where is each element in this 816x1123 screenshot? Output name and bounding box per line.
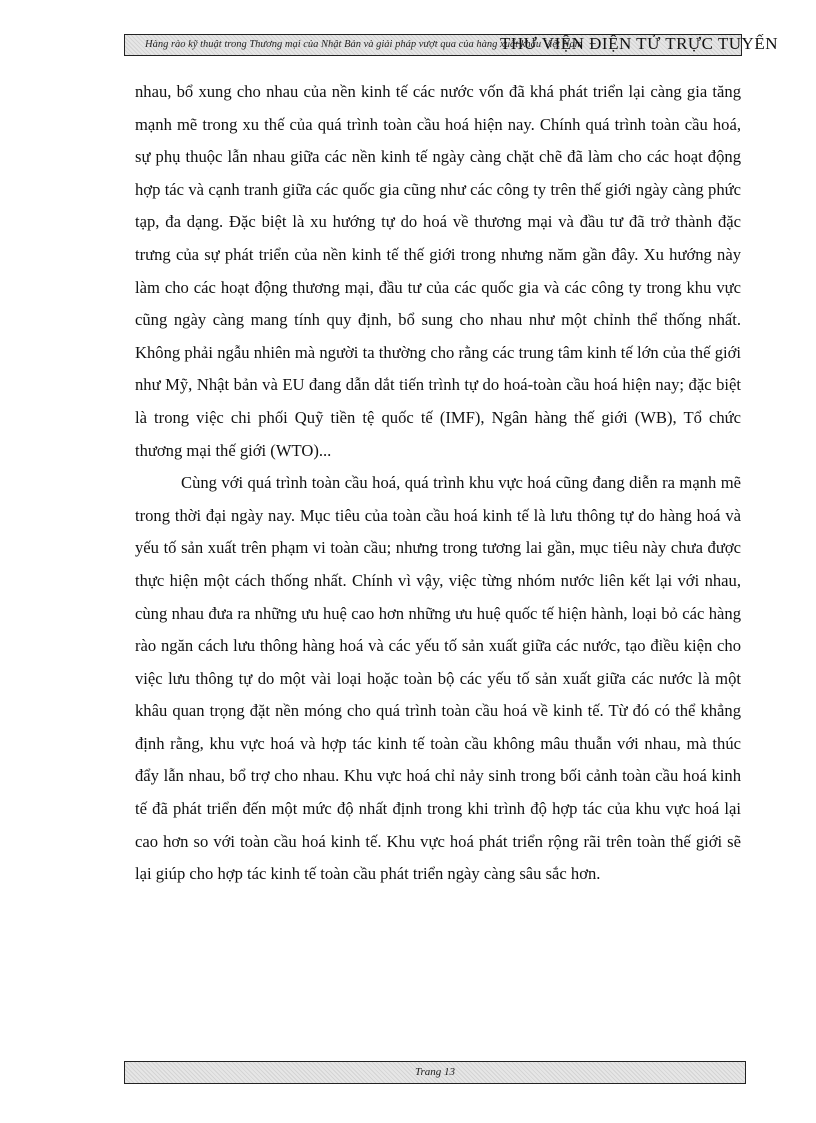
paragraph-1: nhau, bổ xung cho nhau của nền kinh tế các nước vốn đã khá phát triển lại càng gia tăng mạnh mẽ trong xu thế của quá trình toàn cầu hoá hiện nay. Chính quá trình toàn cầu hoá, sự phụ thuộc lẫn nhau giữa các nền kinh tế ngày càng chặt chẽ đã làm cho các hoạt động hợp tác và cạnh tranh giữa các quốc gia cũng như các công ty trên thế giới ngày càng phức tạp, đa dạng. Đặc biệt là xu hướng tự do hoá về thương mại và đầu tư đã trở thành đặc trưng của sự phát triển của nền kinh tế thế giới trong nhưng năm gần đây. Xu hướng này làm cho các hoạt động thương mại, đầu tư của các quốc gia và các công ty trong khu vực cũng ngày càng mang tính quy định, bổ sung cho nhau như một chỉnh thể thống nhất. Không phải ngẫu nhiên mà người ta thường cho rằng các trung tâm kinh tế lớn của thế giới như Mỹ, Nhật bản và EU đang dẫn dắt tiến trình tự do hoá-toàn cầu hoá hiện nay; đặc biệt là trong việc chi phối Quỹ tiền tệ quốc tế (IMF), Ngân hàng thế giới (WB), Tổ chức thương mại thế giới (WTO)... — [135, 82, 741, 460]
paragraph-2: Cùng với quá trình toàn cầu hoá, quá trình khu vực hoá cũng đang diễn ra mạnh mẽ trong thời đại ngày nay. Mục tiêu của toàn cầu hoá kinh tế là lưu thông tự do hàng hoá và yếu tố sản xuất trên phạm vi toàn cầu; nhưng trong tương lai gần, mục tiêu này chưa được thực hiện một cách thống nhất. Chính vì vậy, việc từng nhóm nước liên kết lại với nhau, cùng nhau đưa ra những ưu huệ cao hơn những ưu huệ quốc tế hiện hành, loại bỏ các hàng rào ngăn cách lưu thông hàng hoá và các yếu tố sản xuất giữa các nước, tạo điều kiện cho việc lưu thông tự do một vài loại hoặc toàn bộ các yếu tố sản xuất giữa các nước là một khâu quan trọng đặt nền móng cho quá trình toàn cầu hoá về kinh tế. Từ đó có thể khẳng định rằng, khu vực hoá và hợp tác kinh tế toàn cầu không mâu thuẫn với nhau, mà thúc đẩy lẫn nhau, bổ trợ cho nhau. Khu vực hoá chỉ nảy sinh trong bối cảnh toàn cầu hoá kinh tế đã phát triển đến một mức độ nhất định trong khi trình độ hợp tác của khu vực hoá lại cao hơn so với toàn cầu hoá kinh tế. Khu vực hoá phát triển rộng rãi trên toàn thế giới sẽ lại giúp cho hợp tác kinh tế toàn cầu phát triển ngày càng sâu sắc hơn. — [135, 473, 741, 884]
library-watermark: THƯ VIỆN ĐIỆN TỬ TRỰC TUYẾN — [500, 34, 778, 53]
page-footer — [124, 1061, 746, 1084]
document-body — [135, 76, 741, 891]
page-number: Trang 13 — [414, 1066, 456, 1078]
header-title: Hàng rào kỹ thuật trong Thương mại của Nhật Bản và giải pháp vượt qua của hàng xuất khẩu Việt Nam — [145, 39, 583, 50]
